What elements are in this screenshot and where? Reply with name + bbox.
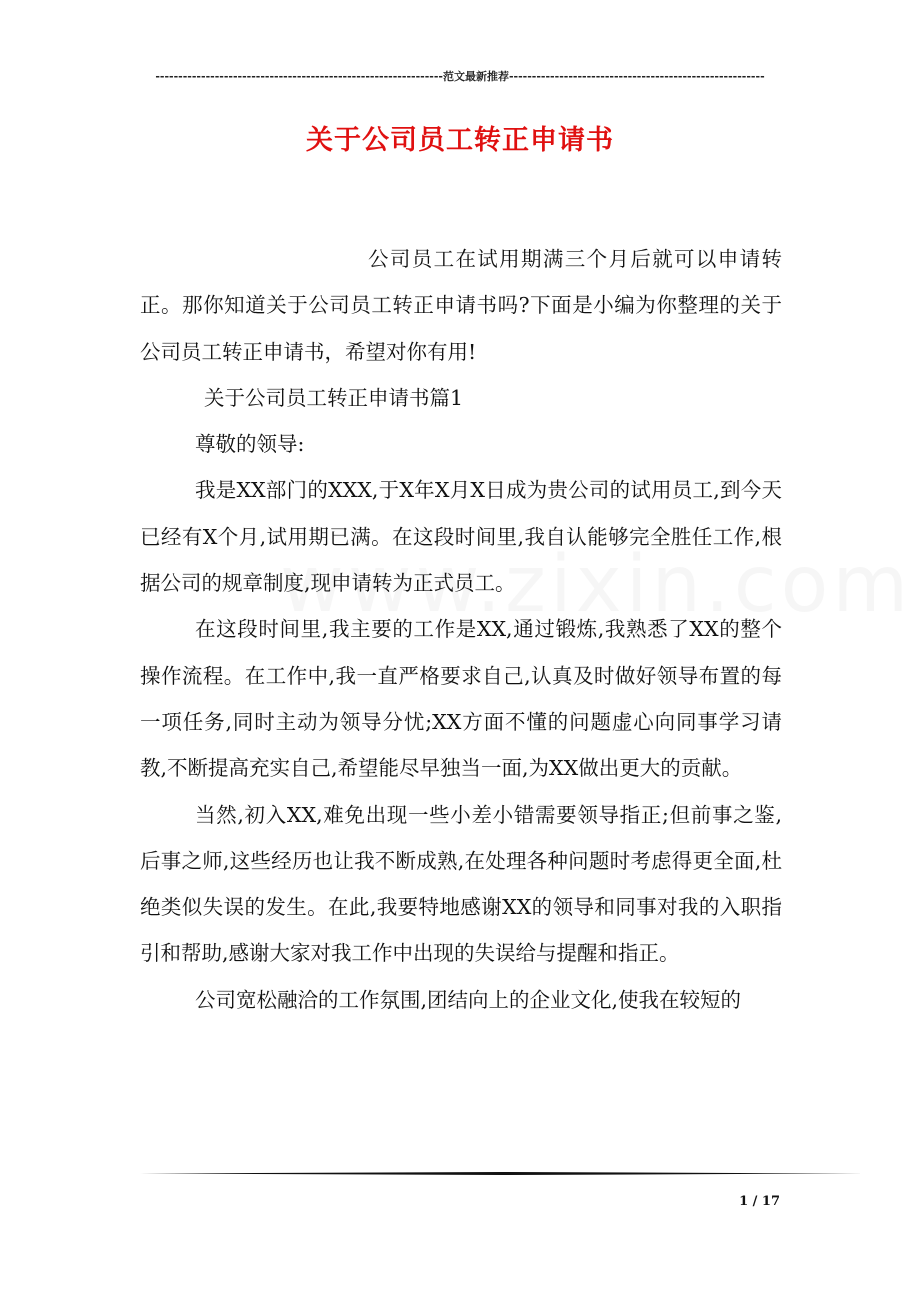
page-number: 1 / 17 bbox=[739, 1194, 780, 1209]
body-paragraph: 我是XX部门的XXX,于X年X月X日成为贵公司的试用员工,到今天已经有X个月,试用期已满。在这段时间里,我自认能够完全胜任工作,根据公司的规章制度,现申请转为正式员工。 bbox=[140, 478, 782, 596]
header-dashes-left: --------------------------------------------------------------- bbox=[155, 70, 443, 83]
footer-divider bbox=[140, 1172, 864, 1175]
header-label: 范文最新推荐 bbox=[442, 70, 509, 83]
page-header bbox=[140, 68, 780, 86]
body-paragraph: 当然,初入XX,难免出现一些小差小错需要领导指正;但前事之鉴,后事之师,这些经历也让我不断成熟,在处理各种问题时考虑得更全面,杜绝类似失误的发生。在此,我要特地感谢XX的领导和同事对我的入职指引和帮助,感谢大家对我工作中出现的失误给与提醒和指正。 bbox=[140, 802, 782, 966]
document-title: 关于公司员工转正申请书 bbox=[306, 125, 614, 156]
body-paragraph: 公司宽松融洽的工作氛围,团结向上的企业文化,使我在较短的 bbox=[195, 987, 742, 1012]
section-heading: 关于公司员工转正申请书篇1 bbox=[204, 385, 464, 410]
intro-paragraph: 公司员工在试用期满三个月后就可以申请转正。那你知道关于公司员工转正申请书吗?下面是小编为你整理的关于公司员工转正申请书，希望对你有用! bbox=[140, 247, 782, 364]
document-body bbox=[140, 236, 782, 1023]
body-paragraph: 在这段时间里,我主要的工作是XX,通过锻炼,我熟悉了XX的整个操作流程。在工作中,我一直严格要求自己,认真及时做好领导布置的每一项任务,同时主动为领导分忧;XX方面不懂的问题虚心向同事学习请教,不断提高充实自己,希望能尽早独当一面,为XX做出更大的贡献。 bbox=[140, 617, 782, 781]
salutation: 尊敬的领导: bbox=[195, 432, 305, 457]
header-dashes-right: -------------------------------------------------------- bbox=[508, 70, 765, 83]
